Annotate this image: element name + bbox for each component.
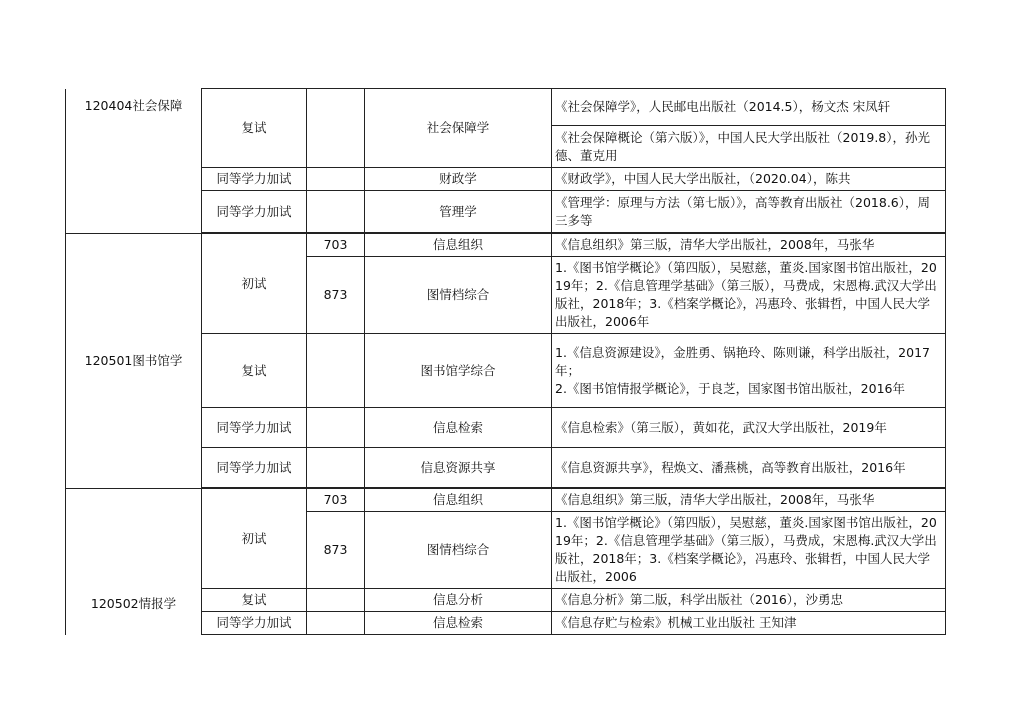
subject-name-cell: 信息组织 xyxy=(365,234,552,257)
exam-type-cell: 初试 xyxy=(202,234,307,334)
subject-code-cell: 873 xyxy=(307,257,365,334)
table-row xyxy=(66,489,946,512)
table-row xyxy=(66,89,946,126)
subject-name-cell: 图情档综合 xyxy=(365,257,552,334)
subject-name-cell: 管理学 xyxy=(365,191,552,233)
reference-book-cell: 《信息分析》第二版，科学出版社（2016），沙勇忠 xyxy=(552,589,946,612)
exam-type-cell: 初试 xyxy=(202,489,307,589)
reference-book-cell: 《信息组织》第三版，清华大学出版社，2008年，马张华 xyxy=(552,489,946,512)
subject-code-cell xyxy=(307,334,365,408)
reference-book-cell: 《信息存贮与检索》机械工业出版社 王知津 xyxy=(552,612,946,635)
subject-code-cell: 703 xyxy=(307,234,365,257)
reference-book-cell: 《信息检索》（第三版），黄如花，武汉大学出版社，2019年 xyxy=(552,408,946,448)
subject-name-cell: 财政学 xyxy=(365,168,552,191)
reference-book-cell: 1.《图书馆学概论》（第四版），吴慰慈，董炎.国家图书馆出版社，2019年；2.《信息管理学基础》（第三版），马费成，宋恩梅.武汉大学出版社，2018年；3.《档案学概论》，冯惠玲、张辑哲，中国人民大学出版社，2006 xyxy=(552,512,946,589)
subject-name-cell: 信息分析 xyxy=(365,589,552,612)
exam-type-cell: 同等学力加试 xyxy=(202,168,307,191)
major-cell: 120404社会保障 xyxy=(66,89,202,234)
subject-name-cell: 信息组织 xyxy=(365,489,552,512)
subject-code-cell xyxy=(307,191,365,233)
reference-book-cell: 《财政学》，中国人民大学出版社，（2020.04），陈共 xyxy=(552,168,946,191)
subject-code-cell xyxy=(307,89,365,168)
reference-book-line: 2.《图书馆情报学概论》，于良芝，国家图书馆出版社，2016年 xyxy=(555,380,905,396)
reference-book-cell: 《信息组织》第三版，清华大学出版社，2008年，马张华 xyxy=(552,234,946,257)
exam-type-cell: 同等学力加试 xyxy=(202,408,307,448)
exam-type-cell: 同等学力加试 xyxy=(202,612,307,635)
exam-type-cell: 复试 xyxy=(202,89,307,168)
subject-name-cell: 信息资源共享 xyxy=(365,448,552,488)
reference-book-cell: 《管理学：原理与方法（第七版）》，高等教育出版社（2018.6），周三多等 xyxy=(552,191,946,233)
subject-name-cell: 信息检索 xyxy=(365,408,552,448)
subject-code-cell xyxy=(307,168,365,191)
reference-book-cell: 《信息资源共享》，程焕文、潘燕桃，高等教育出版社，2016年 xyxy=(552,448,946,488)
exam-type-cell: 复试 xyxy=(202,334,307,408)
subject-name-cell: 图情档综合 xyxy=(365,512,552,589)
major-cell: 120501图书馆学 xyxy=(66,234,202,489)
exam-type-cell: 同等学力加试 xyxy=(202,191,307,233)
subject-code-cell xyxy=(307,448,365,488)
table-row xyxy=(66,234,946,257)
reference-book-cell: 《社会保障学》，人民邮电出版社（2014.5），杨文杰 宋凤轩 xyxy=(552,89,946,126)
reference-book-cell xyxy=(552,334,946,408)
subject-name-cell: 信息检索 xyxy=(365,612,552,635)
subject-code-cell xyxy=(307,589,365,612)
reference-books-table xyxy=(65,88,946,635)
exam-type-cell: 复试 xyxy=(202,589,307,612)
subject-name-cell: 图书馆学综合 xyxy=(365,334,552,408)
exam-type-cell: 同等学力加试 xyxy=(202,448,307,488)
subject-code-cell: 873 xyxy=(307,512,365,589)
reference-book-cell: 《社会保障概论（第六版）》，中国人民大学出版社（2019.8），孙光德、董克用 xyxy=(552,126,946,168)
reference-book-line: 1.《信息资源建设》，金胜勇、锅艳玲、陈则谦，科学出版社，2017年； xyxy=(555,344,930,378)
subject-name-cell: 社会保障学 xyxy=(365,89,552,168)
subject-code-cell xyxy=(307,612,365,635)
major-cell: 120502情报学 xyxy=(66,489,202,635)
subject-code-cell: 703 xyxy=(307,489,365,512)
subject-code-cell xyxy=(307,408,365,448)
reference-book-cell: 1.《图书馆学概论》（第四版），吴慰慈，董炎.国家图书馆出版社，2019年；2.《信息管理学基础》（第三版），马费成，宋恩梅.武汉大学出版社，2018年；3.《档案学概论》，冯惠玲、张辑哲，中国人民大学出版社，2006年 xyxy=(552,257,946,334)
